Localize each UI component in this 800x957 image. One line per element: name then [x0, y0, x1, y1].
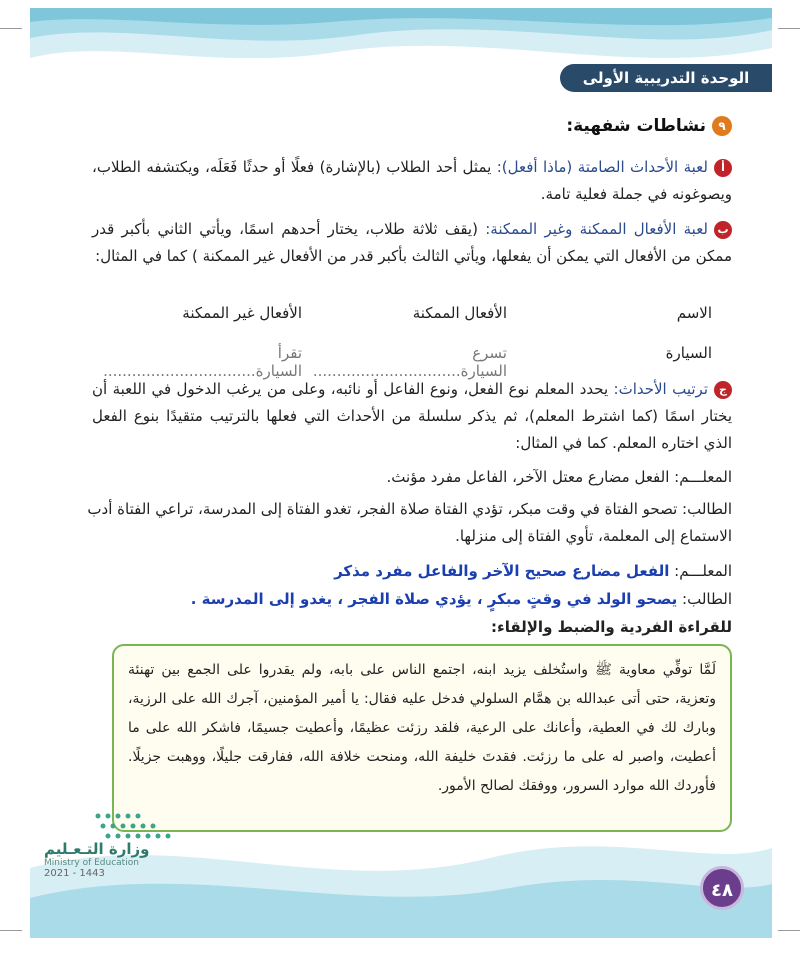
textbook-page — [30, 8, 772, 938]
teacher-label: المعلـــم: — [674, 468, 732, 486]
teacher-answer: الفعل مضارع صحيح الآخر والفاعل مفرد مذكر — [334, 562, 670, 580]
dialog-teacher-answer — [72, 558, 732, 585]
section-number-badge: ٩ — [712, 116, 732, 136]
unit-title-bar: الوحدة التدريبية الأولى — [560, 64, 772, 92]
table-header-impossible: الأفعال غير الممكنة — [182, 304, 302, 322]
activity-a — [92, 154, 732, 208]
table-cell-impossible: تقرأ السيارة................................ — [103, 344, 302, 380]
crop-mark — [778, 930, 800, 931]
example-table-row — [103, 344, 712, 380]
activity-c-marker: ج — [714, 381, 732, 399]
crop-mark — [0, 930, 22, 931]
crop-mark — [778, 28, 800, 29]
activity-a-text: يمثل أحد الطلاب (بالإشارة) فعلًا أو حدثًا فَعَلَه، ويكتشفه الطلاب، ويصوغونه في جملة فعلية تامة. — [92, 158, 732, 203]
section-title: نشاطات شفهية: — [566, 116, 706, 136]
table-header-noun: الاسم — [676, 304, 712, 322]
ministry-logo — [44, 840, 154, 900]
teacher-label-2: المعلـــم: — [674, 562, 732, 580]
table-cell-possible: تسرع السيارة............................... — [312, 344, 507, 380]
teacher-line: الفعل مضارع معتل الآخر، الفاعل مفرد مؤنث. — [386, 468, 675, 486]
example-table-header — [112, 304, 712, 322]
table-cell-noun: السيارة — [665, 344, 712, 362]
reading-title: للقراءة الفردية والضبط والإلقاء: — [491, 618, 732, 636]
activity-b-text: (يقف ثلاثة طلاب، يختار أحدهم اسمًا، ويأتي الثاني بأكبر قدر ممكن من الأفعال التي يمكن أن يفعلها، ويأتي الثالث بأكبر قدر من الأفعال غير الممكنة ) كما في المثال: — [92, 220, 732, 265]
activity-c — [92, 376, 732, 457]
student-answer: يصحو الولد في وقتٍ مبكرٍ ، يؤدي صلاة الفجر ، يغدو إلى المدرسة . — [190, 590, 678, 608]
student-label: الطالب: — [682, 500, 732, 518]
student-label-2: الطالب: — [682, 590, 732, 608]
dialog-student-example — [72, 496, 732, 550]
student-line: تصحو الفتاة في وقت مبكر، تؤدي الفتاة صلاة الفجر، تغدو الفتاة إلى المدرسة، تراعي الفتاة أدب الاستماع إلى المعلمة، تأوي الفتاة إلى منزلها. — [87, 500, 732, 545]
page-number: ٤٨ — [700, 866, 744, 910]
activity-b-lead: لعبة الأفعال الممكنة وغير الممكنة: — [485, 220, 708, 238]
activity-c-text: يحدد المعلم نوع الفعل، ونوع الفاعل أو نائبه، وعلى من يرغب الدخول في اللعبة أن يختار اسمًا (كما اشترط المعلم)، ثم يذكر سلسلة من الأحداث التي فعلها بالترتيب متقيدًا بنوع الفعل الذي اختاره المعلم. كما في المثال: — [92, 380, 732, 452]
ministry-name-en: Ministry of Education — [44, 858, 139, 868]
activity-a-marker: أ — [714, 159, 732, 177]
reading-passage-box — [112, 644, 732, 832]
dialog-student-answer — [72, 586, 732, 613]
activity-c-lead: ترتيب الأحداث: — [613, 380, 708, 398]
dialog-teacher-example — [72, 464, 732, 491]
activity-b — [92, 216, 732, 270]
ministry-name-ar: وزارة التـعـليم — [44, 840, 150, 858]
activity-b-marker: ب — [714, 221, 732, 239]
crop-mark — [0, 28, 22, 29]
reading-passage-text: لَمَّا توفِّي معاوية ﷺ واستُخلف يزيد ابنه، اجتمع الناس على بابه، ولم يقدروا على الجمع بين تهنئة وتعزية، حتى أتى عبدالله بن همَّام السلولي فدخل عليه فقال: يا أمير المؤمنين، آجرك الله على الرزية، وبارك لك في العطية، وأعانك على الرعية، فلقد رزئت عظيمًا، وأعطيت جسيمًا، فاشكر الله على ما أعطيت، واصبر له على ما رزئت. فقدتَ خليفة الله، ومنحت خلافة الله، ففارقت جليلًا، ووهبت جزيلًا. فأوردك الله موارد السرور، ووفقك لصالح الأمور. — [128, 662, 716, 794]
table-header-possible: الأفعال الممكنة — [412, 304, 507, 322]
edition-year: 2021 - 1443 — [44, 868, 105, 879]
activity-a-lead: لعبة الأحداث الصامتة (ماذا أفعل): — [496, 158, 708, 176]
section-heading — [566, 116, 732, 136]
